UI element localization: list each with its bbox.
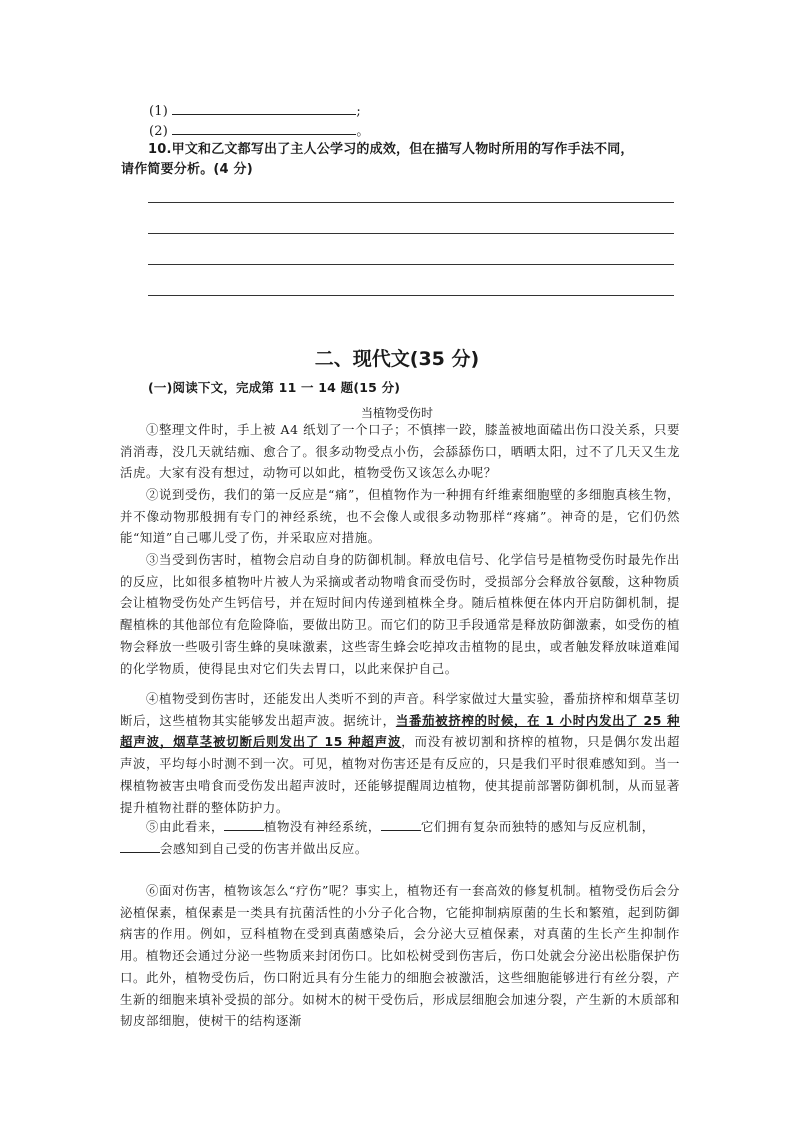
paragraph-5-blank-2[interactable] [381, 816, 421, 831]
paragraph-2 [120, 484, 680, 549]
paragraph-2-text: ②说到受伤，我们的第一反应是“痛”，但植物作为一种拥有纤维素细胞壁的多细胞真核生物，并不像动物那般拥有专门的神经系统，也不会像人或很多动物那样“疼痛”。神奇的是，它们仍然能“知道”自己哪儿受了伤，并采取应对措施。 [120, 487, 680, 546]
answer-blank-2[interactable] [172, 120, 356, 135]
paragraph-6 [120, 880, 680, 1032]
paragraph-5-text-d: 会感知到自己受的伤害并做出反应。 [160, 840, 368, 856]
article-title: 当植物受伤时 [360, 406, 433, 420]
paragraph-4-text-c: ，而没有被切割和挤榨的植物，只是偶尔发出超声波，平均每小时测不到一次。可见，植物对伤害还是有反应的，只是我们平时很难感知到。当一棵植物被害虫啃食而受伤发出超声波时，还能够提醒周边植物，使其提前部署防御机制，从而显著提升植物社群的整体防护力。 [120, 734, 680, 815]
item-1-label: (1) [149, 104, 169, 119]
paragraph-5-text-b: 植物没有神经系统， [263, 819, 381, 834]
paragraph-5-text-a: ⑤由此看来， [146, 819, 224, 834]
question-10-line-1: 10.甲文和乙文都写出了主人公学习的成效，但在描写人物时所用的写作手法不同， [148, 142, 634, 157]
item-1-end: ; [356, 104, 361, 119]
answer-line-2 [149, 120, 370, 141]
paragraph-4-underlined: 当番茄被挤榨的时候，在 1 小时内发出了 25 种超声波，烟草茎被切断后则发出了 15 种超声波 [120, 712, 680, 750]
answer-rule-1[interactable] [148, 202, 674, 203]
paragraph-1 [120, 419, 680, 484]
section-heading: 二、现代文(35 分) [314, 348, 480, 370]
item-2-end: 。 [356, 124, 370, 139]
paragraph-3 [120, 549, 680, 679]
paragraph-1-text: ①整理文件时，手上被 A4 纸划了一个口子；不慎摔一跤，膝盖被地面磕出伤口没关系，只要消消毒，没几天就结痂、愈合了。很多动物受点小伤，会舔舔伤口，晒晒太阳，过不了几天又生龙活虎。大家有没有想过，动物可以如此，植物受伤又该怎么办呢？ [120, 422, 680, 481]
paragraph-5-blank-1[interactable] [224, 816, 264, 831]
paragraph-3-text: ③当受到伤害时，植物会启动自身的防御机制。释放电信号、化学信号是植物受伤时最先作出的反应，比如很多植物叶片被人为采摘或者动物啃食而受伤时，受损部分会释放谷氨酸，这种物质会让植物受伤处产生钙信号，并在短时间内传递到植株全身。随后植株便在体内开启防御机制，提醒植株的其他部位有危险降临，要做出防卫。而它们的防卫手段通常是释放防御激素，如受伤的植物会释放一些吸引寄生蜂的臭味激素，这些寄生蜂会吃掉攻击植物的昆虫，或者触发释放味道难闻的化学物质，使得昆虫对它们失去胃口，以此来保护自己。 [120, 552, 680, 676]
paragraph-4-text-a: ④植物受到伤害时，还能发出人类听不到的声音。科学家做过大量实验，番茄挤榨和烟草茎切断后，这些植物其实能够发出超声波。据统计， [120, 691, 680, 728]
item-2-label: (2) [149, 124, 169, 139]
paragraph-5 [120, 816, 680, 859]
answer-blank-1[interactable] [172, 100, 356, 115]
paragraph-6-text: ⑥面对伤害，植物该怎么“疗伤”呢？事实上，植物还有一套高效的修复机制。植物受伤后会分泌植保素，植保素是一类具有抗菌活性的小分子化合物，它能抑制病原菌的生长和繁殖，起到防御病害的作用。例如，豆科植物在受到真菌感染后，会分泌大豆植保素，对真菌的生长产生抑制作用。植物还会通过分泌一些物质来封闭伤口。比如松树受到伤害后，伤口处就会分泌出松脂保护伤口。此外，植物受伤后，伤口附近具有分生能力的细胞会被激活，这些细胞能够进行有丝分裂，产生新的细胞来填补受损的部分。如树木的树干受伤后，形成层细胞会加速分裂，产生新的木质部和韧皮部细胞，使树干的结构逐渐 [120, 883, 680, 1029]
paragraph-4 [120, 688, 680, 818]
question-10-line-2: 请作简要分析。(4 分) [121, 162, 253, 177]
reading-instruction: (一)阅读下文，完成第 11 一 14 题(15 分) [148, 380, 401, 395]
paragraph-5-blank-3[interactable] [120, 838, 160, 853]
answer-rule-2[interactable] [148, 233, 674, 234]
paragraph-5-text-c: 它们拥有复杂而独特的感知与反应机制， [420, 819, 655, 834]
answer-rule-3[interactable] [148, 264, 674, 265]
answer-line-1 [149, 100, 361, 121]
answer-rule-4[interactable] [148, 295, 674, 296]
